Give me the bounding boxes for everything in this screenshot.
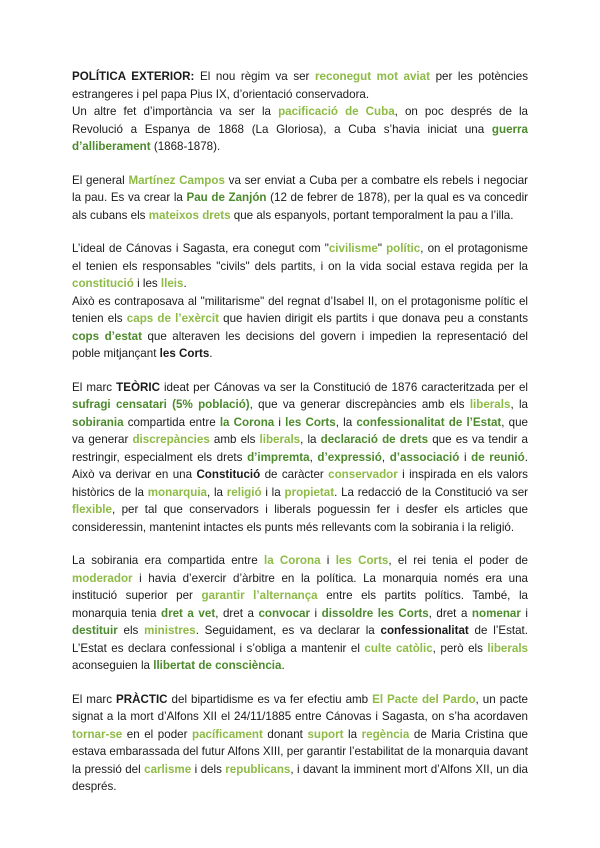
highlighted-term: guerra d’alliberament (72, 122, 528, 153)
highlighted-term: suport (307, 727, 344, 741)
text-run: i (520, 606, 528, 620)
text-run: va ser enviat a Cuba per a combatre els rebels i negociar la pau. Es va crear la (72, 173, 528, 204)
text-run: compartida entre (123, 415, 220, 429)
highlighted-term: propietat (284, 485, 335, 499)
text-run: per les potències estrangeres i pel papa Pius IX, d’orientació conservadora. (72, 70, 528, 101)
highlighted-term: ministres (144, 624, 196, 637)
highlighted-term: mateixos drets (148, 208, 231, 222)
text-run: i dels (191, 762, 226, 776)
highlighted-term: TEÒRIC (116, 380, 160, 394)
highlighted-term: les Corts (285, 415, 336, 429)
highlighted-term: POLÍTICA EXTERIOR: (72, 70, 195, 83)
highlighted-term: moderador (72, 571, 133, 585)
paragraph-marc-practic (72, 691, 528, 796)
text-run: , un pacte signat a la mort d’Alfons XII el 24/11/1885 entre Cánovas i Sagasta, on s’ha acordaven (72, 692, 528, 723)
highlighted-term: la Corona (219, 415, 275, 429)
text-run: , que va generar discrepàncies amb els (249, 398, 470, 411)
paragraph-marc-teoric (72, 379, 528, 537)
text-run: . La redacció de la Constitució va ser (334, 485, 529, 499)
text-run: , la (207, 485, 227, 499)
highlighted-term: llibertat de consciència (153, 659, 282, 672)
highlighted-term: carlisme (144, 762, 192, 776)
highlighted-term: civilisme (328, 242, 378, 255)
paragraph-civilisme (72, 240, 528, 363)
text-run: del bipartidisme es va fer efectiu amb (167, 692, 373, 706)
text-run: donant (262, 727, 308, 741)
highlighted-term: liberals (259, 433, 301, 446)
text-run: i (459, 450, 472, 464)
text-run: , però els (432, 641, 488, 655)
highlighted-term: cops d’estat (72, 329, 142, 343)
text-run: . Això va derivar en una (72, 450, 528, 481)
text-run: els (117, 624, 145, 637)
text-run: . (183, 277, 187, 290)
highlighted-term: tornar-se (72, 727, 123, 741)
text-run: i inspirada en els valors històrics de la (72, 468, 528, 499)
text-run: , que va generar (72, 415, 528, 446)
paragraph-line (72, 552, 528, 675)
text-run: , la (300, 433, 321, 446)
highlighted-term: El Pacte del Pardo (372, 692, 476, 706)
text-run: que havien dirigit els partits i que donava peu a constants (218, 312, 528, 325)
paragraph-sobirania (72, 552, 528, 675)
highlighted-term: convocar (258, 606, 310, 620)
document-page (72, 68, 528, 796)
highlighted-term: reconegut mot aviat (315, 70, 430, 83)
highlighted-term: monarquia (147, 485, 207, 499)
highlighted-term: sufragi censatari (5% població) (72, 398, 250, 411)
text-run: El general (72, 173, 129, 187)
highlighted-term: les Corts (335, 554, 389, 567)
text-run: , on poc després de la Revolució a Espanya de 1868 (La Gloriosa), a Cuba s’havia iniciat una (72, 105, 528, 136)
paragraph-martinez-campos (72, 172, 528, 225)
text-run: , on el protagonisme el tenien els responsables "civils" dels partits, i on la vida social estava regida per la (72, 242, 528, 273)
highlighted-term: republicans (225, 762, 291, 776)
text-run: , la (335, 415, 357, 429)
highlighted-term: caps de l’exèrcit (126, 312, 219, 325)
text-run: entre els partits polítics. També, la monarquia tenia (72, 589, 528, 620)
text-run: Un altre fet d’importància va ser la (72, 105, 279, 118)
highlighted-term: PRÀCTIC (116, 692, 168, 706)
text-run: i (274, 415, 286, 429)
text-run: , dret a (428, 606, 472, 620)
text-run: , dret a (215, 606, 259, 620)
text-run: que es va tendir a restringir, especialment els drets (72, 433, 528, 464)
highlighted-term: culte catòlic (364, 641, 433, 655)
text-run: de Maria Cristina que estava embarassada del futur Alfons XIII, per garantir l’estabilitat de la monarquia davant la pressió del (72, 727, 529, 776)
highlighted-term: conservador (328, 468, 398, 481)
highlighted-term: Martínez Campos (128, 173, 225, 187)
highlighted-term: constitució (72, 277, 134, 290)
text-run: , (381, 450, 390, 464)
text-run: . (209, 347, 213, 360)
text-run: i (310, 606, 322, 620)
text-run: El marc (72, 380, 117, 394)
text-run: que alteraven les decisions del govern i impedien la representació del poble mitjançant (72, 329, 528, 360)
highlighted-term: Pau de Zanjón (186, 191, 267, 204)
highlighted-term: discrepàncies (132, 433, 210, 446)
text-run: El nou règim va ser (194, 70, 316, 83)
highlighted-term: liberals (487, 641, 528, 655)
text-run: , el rei tenia el poder de (388, 554, 528, 567)
paragraph-line (72, 172, 528, 225)
highlighted-term: d’impremta (247, 450, 310, 464)
text-run: , i davant la imminent mort d’Alfons XII, un dia després. (72, 762, 528, 793)
highlighted-term: d’expressió (317, 450, 382, 464)
highlighted-term: d’associació (389, 450, 460, 464)
highlighted-term: lleis (160, 277, 184, 290)
text-run: i la (261, 485, 285, 499)
text-run: , la (510, 398, 528, 411)
text-run: i havia d’exercir d’àrbitre en la política. La monarquia només era una institució superior per (72, 571, 528, 602)
paragraph-line (72, 379, 528, 537)
highlighted-term: destituir (72, 624, 118, 637)
highlighted-term: declaració de drets (320, 433, 429, 446)
text-run: i (320, 554, 336, 567)
highlighted-term: de reunió (471, 450, 525, 464)
text-run: . Seguidament, es va declarar la (195, 624, 381, 637)
paragraph-line (72, 103, 528, 156)
highlighted-term: nomenar (471, 606, 521, 620)
text-run: La sobirania era compartida entre (72, 554, 264, 567)
text-run: i les (133, 277, 161, 290)
text-run: , (309, 450, 318, 464)
highlighted-term: polític (386, 242, 421, 255)
highlighted-term: liberals (469, 398, 511, 411)
text-run: El marc (72, 692, 117, 706)
highlighted-term: la Corona (263, 554, 321, 567)
highlighted-term: dret a vet (161, 606, 216, 620)
text-run: ideat per Cánovas va ser la Constitució de 1876 caracteritzada per el (159, 380, 528, 394)
text-run: de l’Estat. L’Estat es declara confessional i s’obliga a mantenir el (72, 624, 528, 655)
highlighted-term: les Corts (159, 347, 210, 360)
highlighted-term: confessionalitat de l’Estat (356, 415, 502, 429)
text-run: . (281, 659, 285, 672)
text-run: en el poder (122, 727, 192, 741)
text-run: L’ideal de Cánovas i Sagasta, era conegut com " (72, 242, 329, 255)
text-run: , per tal que conservadors i liberals poguessin fer i desfer els articles que consideressin, mantenint intactes els punts més rellevants com la sobirania i la religió. (72, 503, 528, 534)
highlighted-term: sobirania (72, 415, 124, 429)
text-run: que als espanyols, portant temporalment la pau a l’illa. (230, 208, 514, 222)
text-run: " (377, 242, 387, 255)
text-run: de caràcter (260, 468, 329, 481)
highlighted-term: religió (226, 485, 262, 499)
highlighted-term: garantir l’alternança (201, 589, 318, 602)
highlighted-term: pacíficament (192, 727, 263, 741)
highlighted-term: dissoldre les Corts (321, 606, 429, 620)
paragraph-line (72, 240, 528, 293)
text-run: aconseguien la (72, 659, 154, 672)
highlighted-term: Constitució (196, 468, 261, 481)
paragraph-line (72, 293, 528, 363)
text-run: amb els (209, 433, 260, 446)
text-run: (1868-1878). (150, 140, 221, 153)
text-run: la (343, 727, 362, 741)
paragraph-politica-exterior (72, 68, 528, 156)
highlighted-term: pacificació de Cuba (278, 105, 395, 118)
highlighted-term: regència (361, 727, 410, 741)
highlighted-term: confessionalitat (380, 624, 469, 637)
highlighted-term: flexible (72, 503, 112, 516)
paragraph-line (72, 68, 528, 103)
text-run: Això es contraposava al "militarisme" del regnat d’Isabel II, on el protagonisme polític el tenien els (72, 294, 528, 325)
text-run: (12 de febrer de 1878), per la qual es va concedir als cubans els (72, 191, 529, 222)
paragraph-line (72, 691, 528, 796)
